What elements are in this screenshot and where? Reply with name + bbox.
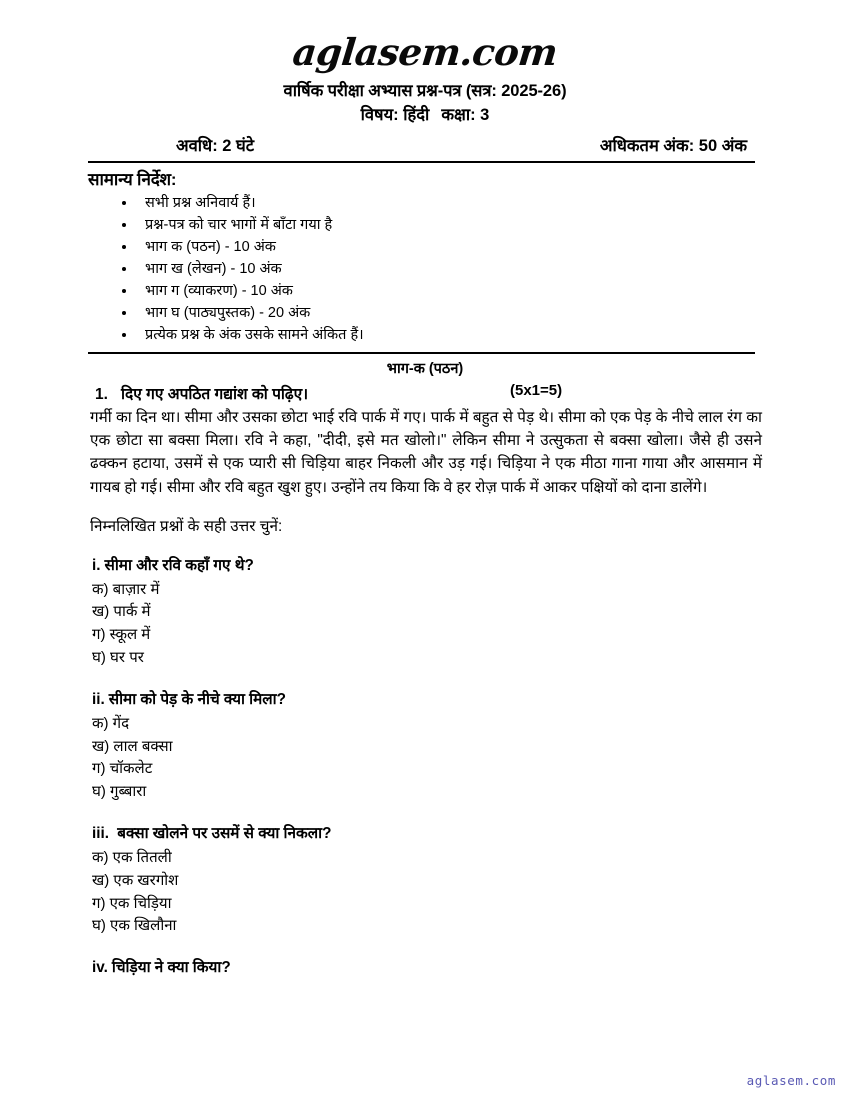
subject-label: विषय: हिंदी (360, 105, 430, 124)
question-1-number: 1. (95, 385, 108, 403)
divider-top (88, 161, 755, 163)
mcq-roman-iv: iv. (92, 959, 108, 977)
mcq-options-ii (92, 713, 850, 804)
aglasem-logo: aglasem.com (290, 30, 560, 74)
mcq-option[interactable]: ख) एक खरगोश (92, 871, 179, 889)
mcq-question-text-ii: सीमा को पेड़ के नीचे क्या मिला? (108, 690, 286, 708)
list-item: प्रश्न-पत्र को चार भागों में बाँटा गया है (122, 214, 850, 236)
mcq-option[interactable]: घ) गुब्बारा (92, 783, 147, 801)
exam-title: वार्षिक परीक्षा अभ्यास प्रश्न-पत्र (सत्र: 2025-26) (283, 82, 567, 100)
mcq-item-iv (92, 957, 850, 980)
mcq-option[interactable]: घ) घर पर (92, 649, 144, 667)
mcq-question-text-iv: चिड़िया ने क्या किया? (111, 959, 231, 977)
question-1-marks: (5x1=5) (510, 381, 563, 399)
mcq-question-ii (92, 689, 850, 712)
general-instructions-heading: सामान्य निर्देश: (88, 169, 177, 189)
general-instructions-list (0, 192, 850, 346)
mcq-option[interactable]: क) गेंद (92, 714, 130, 732)
list-item: प्रत्येक प्रश्न के अंक उसके सामने अंकित हैं। (122, 324, 850, 346)
list-item: सभी प्रश्न अनिवार्य हैं। (122, 192, 850, 214)
mcq-option[interactable]: क) बाज़ार में (92, 580, 160, 598)
duration-marks-row (88, 133, 755, 156)
mcq-option[interactable]: ख) लाल बक्सा (92, 737, 173, 755)
section-title: भाग-क (पठन) (386, 360, 464, 377)
mcq-question-i (92, 555, 850, 578)
mcq-question-text-iii: बक्सा खोलने पर उसमें से क्या निकला? (117, 825, 332, 842)
divider-bottom (88, 352, 755, 354)
max-marks-label: अधिकतम अंक: 50 अंक (599, 136, 747, 155)
class-label: कक्षा: 3 (441, 105, 490, 124)
mcq-options-iii (92, 847, 850, 938)
list-item: भाग ख (लेखन) - 10 अंक (122, 258, 850, 280)
exam-title-block (0, 80, 850, 127)
duration-label: अवधि: 2 घंटे (176, 136, 255, 155)
mcq-option[interactable]: ग) एक चिड़िया (92, 894, 172, 912)
mcq-options-i (92, 579, 850, 670)
mcq-question-iv (92, 957, 850, 980)
list-item: भाग घ (पाठ्यपुस्तक) - 20 अंक (122, 302, 850, 324)
question-1-text: दिए गए अपठित गद्यांश को पढ़िए। (121, 385, 309, 403)
mcq-option[interactable]: ग) चॉकलेट (92, 760, 153, 778)
mcq-item-iii (92, 823, 850, 938)
mcq-roman-iii: iii. (92, 825, 109, 842)
mcq-roman-i: i. (92, 556, 101, 574)
mcq-question-text-i: सीमा और रवि कहाँ गए थे? (104, 556, 254, 574)
mcq-question-iii (92, 823, 850, 846)
mcq-option[interactable]: ग) स्कूल में (92, 626, 151, 644)
mcq-roman-ii: ii. (92, 690, 105, 708)
footer-watermark: aglasem.com (746, 1073, 836, 1088)
subject-class-line (0, 104, 850, 127)
mcq-option[interactable]: घ) एक खिलौना (92, 917, 177, 935)
mcq-option[interactable]: क) एक तितली (92, 848, 172, 866)
mcq-option[interactable]: ख) पार्क में (92, 603, 151, 621)
mcq-item-i (92, 555, 850, 670)
list-item: भाग क (पठन) - 10 अंक (122, 236, 850, 258)
site-logo-container (0, 0, 850, 74)
question-1-header (95, 382, 850, 404)
reading-passage: गर्मी का दिन था। सीमा और उसका छोटा भाई रवि पार्क में गए। पार्क में बहुत से पेड़ थे। सीमा को एक पेड़ के नीचे लाल रंग का एक छोटा सा बक्सा मिला। रवि ने कहा, "दीदी, इसे मत खोलो।" लेकिन सीमा ने उत्सुकता से बक्सा खोला। जैसे ही उसने ढक्कन हटाया, उसमें से एक प्यारी सी चिड़िया बाहर निकली और उड़ गई। चिड़िया ने एक मीठा गाना गाया और आसमान में गायब हो गई। सीमा और रवि बहुत खुश हुए। उन्होंने तय किया कि वे हर रोज़ पार्क में आकर पक्षियों को दाना डालेंगे। (90, 408, 762, 496)
mcq-item-ii (92, 689, 850, 804)
choose-answers-instruction: निम्नलिखित प्रश्नों के सही उत्तर चुनें: (90, 517, 283, 535)
list-item: भाग ग (व्याकरण) - 10 अंक (122, 280, 850, 302)
